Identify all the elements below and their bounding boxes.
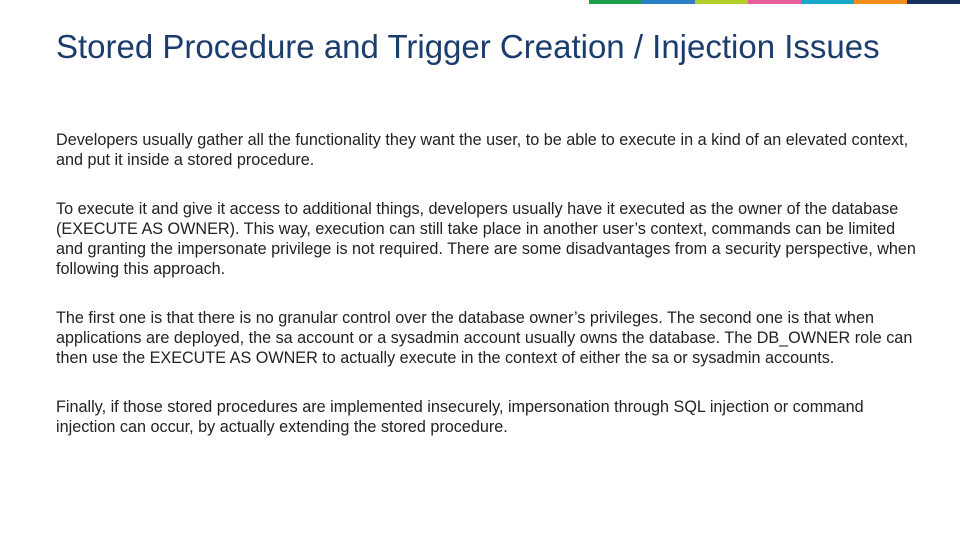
color-strip — [589, 0, 960, 4]
strip-segment-blue — [642, 0, 695, 4]
paragraph-4: Finally, if those stored procedures are implemented insecurely, impersonation through SQL injection or command injection can occur, by actually extending the stored procedure. — [56, 398, 864, 436]
strip-segment-orange — [854, 0, 907, 4]
slide-title: Stored Procedure and Trigger Creation / Injection Issues — [56, 28, 880, 65]
strip-segment-lime — [695, 0, 748, 4]
paragraph-3: The first one is that there is no granular control over the database owner’s privileges. The second one is that when applications are deployed, the sa account or a sysadmin account usually owns the database. The DB_OWNER role can then use the EXECUTE AS OWNER to actually execute in the context of either the sa or sysadmin accounts. — [56, 309, 913, 367]
strip-segment-pink — [748, 0, 801, 4]
paragraph-1: Developers usually gather all the functionality they want the user, to be able to execute in a kind of an elevated context, and put it inside a stored procedure. — [56, 131, 909, 169]
strip-segment-cyan — [801, 0, 854, 4]
slide-body — [56, 130, 916, 466]
paragraph-2: To execute it and give it access to additional things, developers usually have it executed as the owner of the database (EXECUTE AS OWNER). This way, execution can still take place in another user’s context, commands can be limited and granting the impersonate privilege is not required. There are some disadvantages from a security perspective, when following this approach. — [56, 200, 916, 278]
strip-segment-green — [589, 0, 642, 4]
strip-segment-navy — [907, 0, 960, 4]
